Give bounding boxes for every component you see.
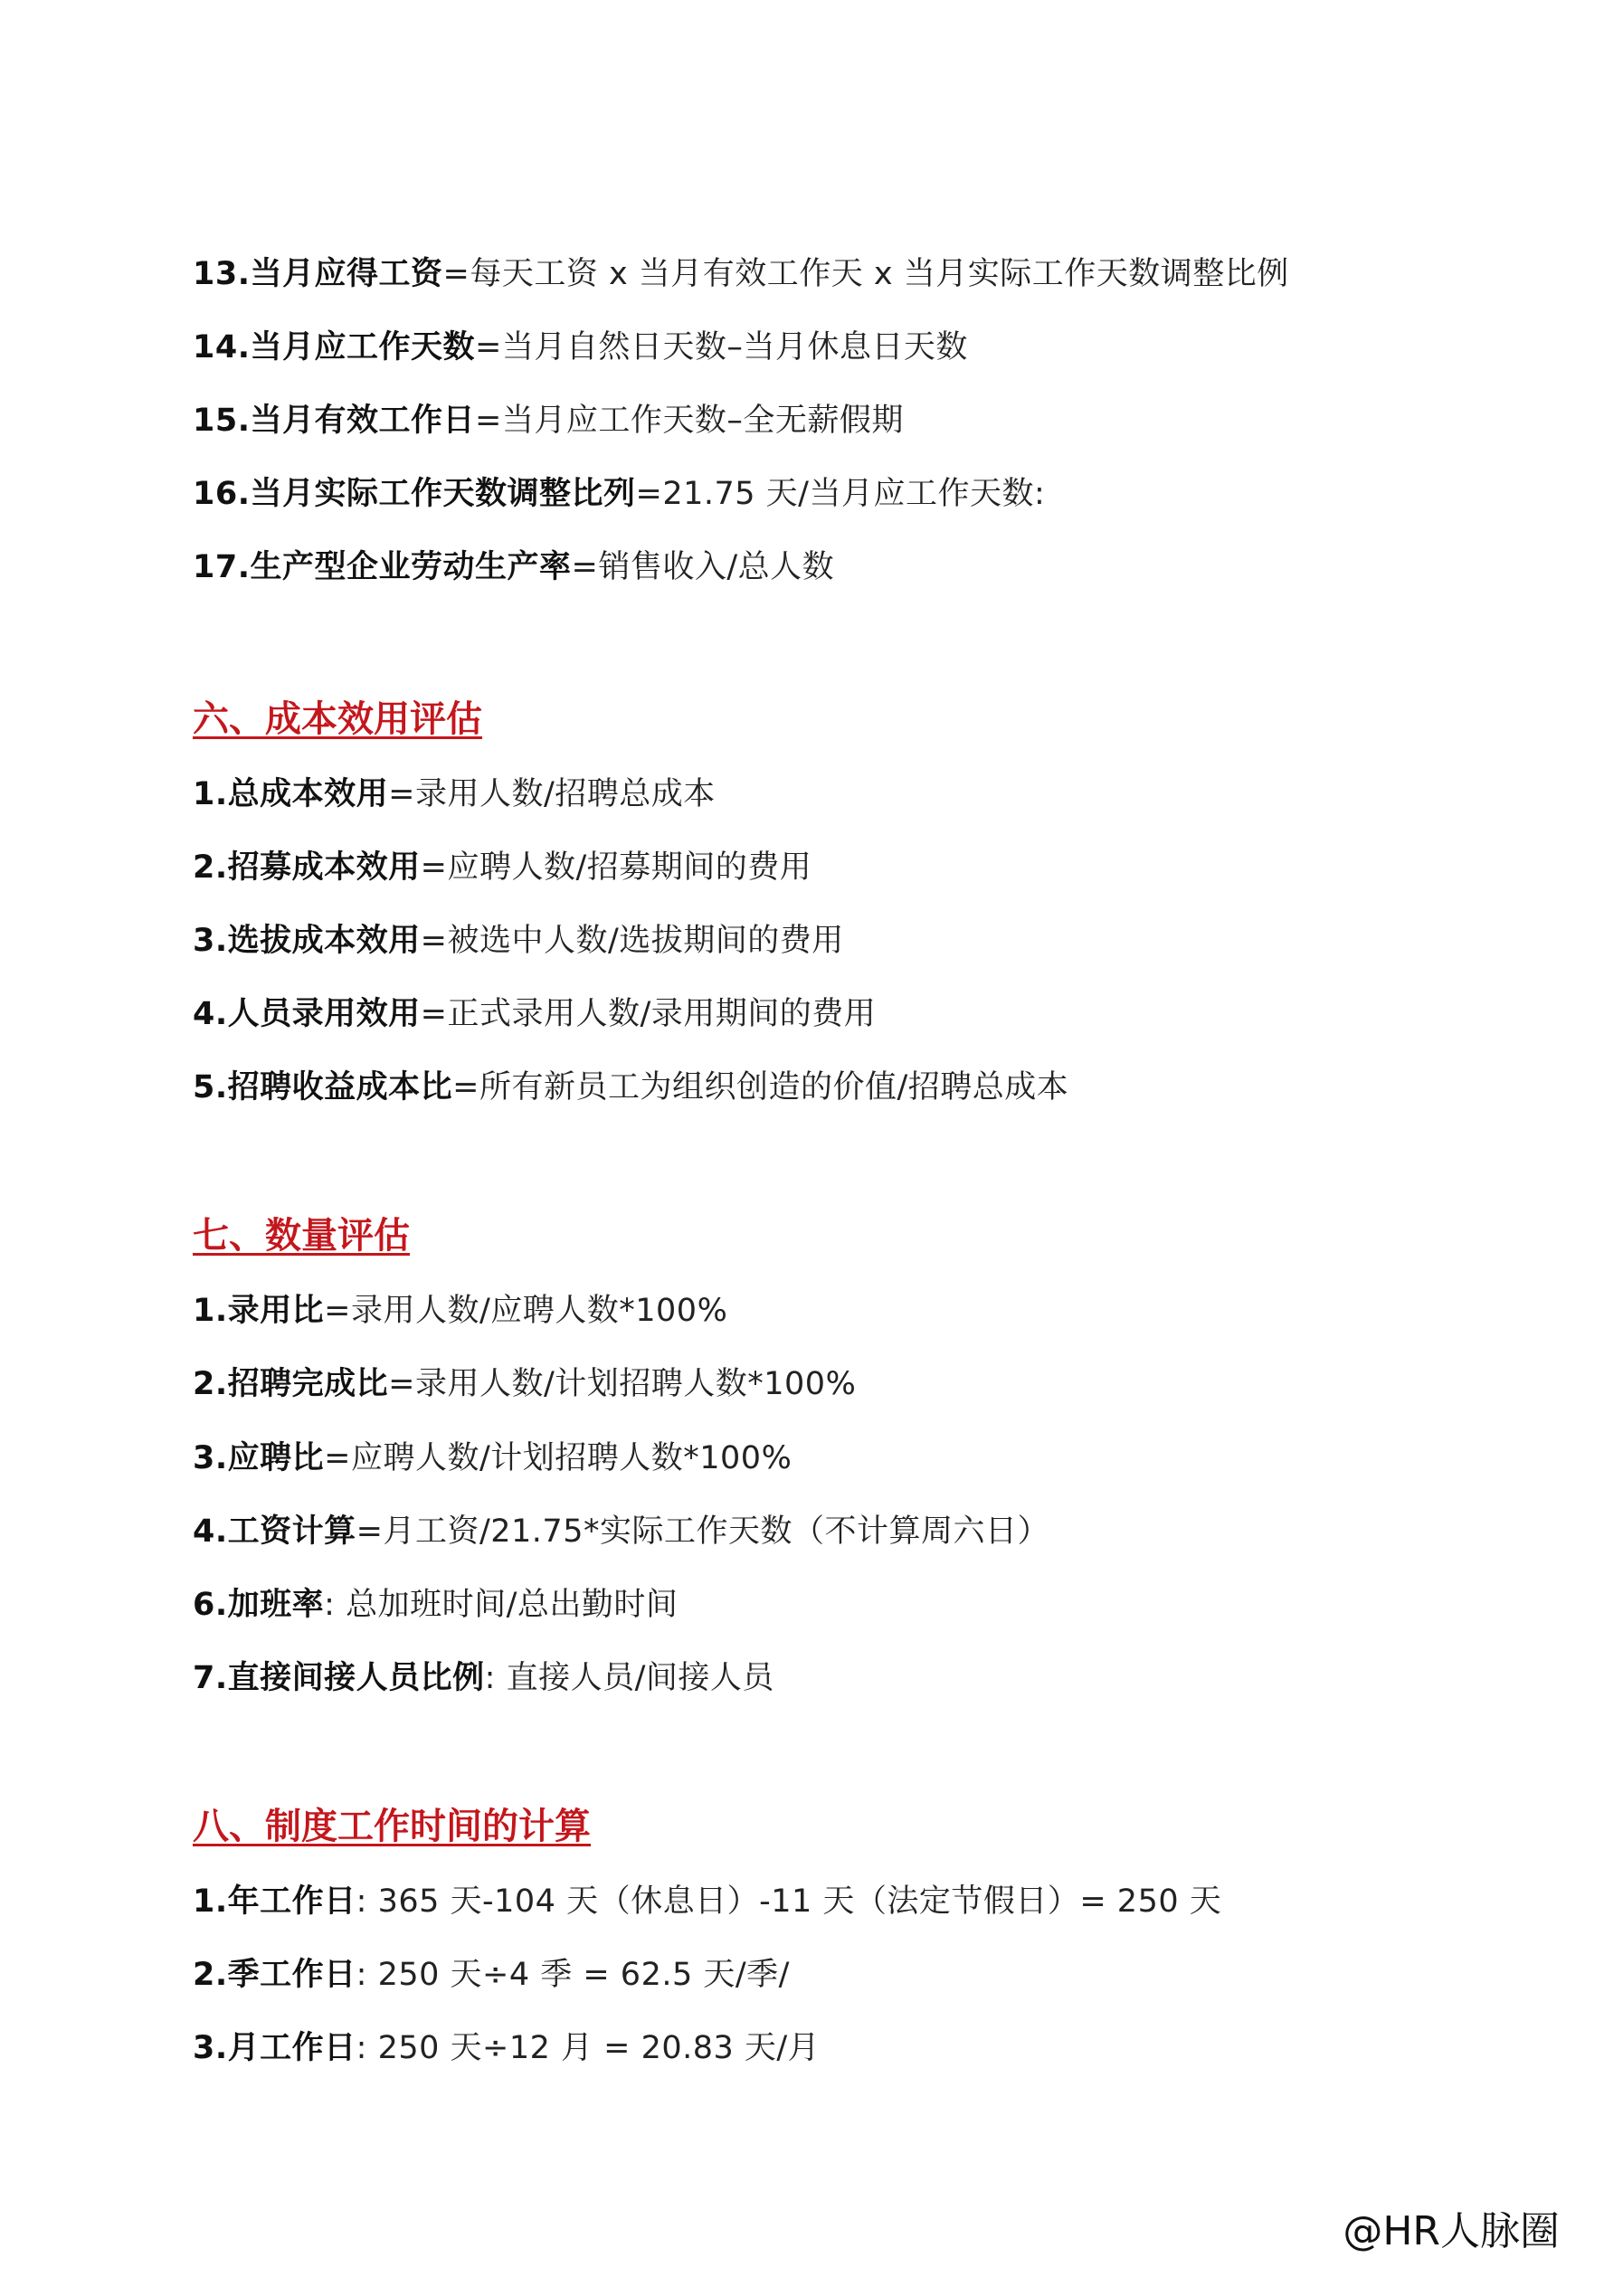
item-definition: =所有新员工为组织创造的价值/招聘总成本: [452, 1069, 1069, 1105]
item-term: 4.工资计算: [193, 1513, 356, 1550]
item-term: 2.招聘完成比: [193, 1366, 389, 1402]
list-item: [193, 1291, 727, 1331]
item-definition: =录用人数/招聘总成本: [388, 776, 716, 812]
item-definition: =录用人数/应聘人数*100%: [324, 1293, 728, 1329]
list-item: [193, 848, 812, 887]
item-definition: =月工资/21.75*实际工作天数（不计算周六日）: [356, 1513, 1049, 1550]
item-definition: : 250 天÷4 季 = 62.5 天/季/: [356, 1957, 790, 1993]
item-term: 2.招募成本效用: [193, 849, 421, 886]
list-item: [193, 921, 844, 961]
list-item: [193, 1585, 678, 1625]
item-term: 6.加班率: [193, 1587, 325, 1623]
list-item: [193, 774, 716, 814]
list-item: [193, 327, 968, 367]
item-definition: : 直接人员/间接人员: [484, 1660, 774, 1696]
list-item: [193, 1364, 856, 1404]
item-term: 2.季工作日: [193, 1957, 356, 1993]
item-term: 17.生产型企业劳动生产率: [193, 549, 572, 585]
list-item: [193, 1512, 1049, 1551]
item-term: 15.当月有效工作日: [193, 403, 476, 439]
item-definition: =被选中人数/选拔期间的费用: [420, 923, 844, 959]
list-item: [193, 474, 1045, 514]
list-item: [193, 547, 834, 587]
list-item: [193, 1067, 1068, 1107]
item-term: 1.总成本效用: [193, 776, 389, 812]
section-heading-quantity: 七、数量评估: [193, 1215, 410, 1257]
list-item: [193, 1955, 790, 1995]
item-term: 14.当月应工作天数: [193, 329, 476, 365]
item-term: 16.当月实际工作天数调整比列: [193, 476, 636, 512]
list-item: [193, 994, 876, 1034]
list-item: [193, 401, 904, 441]
item-term: 7.直接间接人员比例: [193, 1660, 485, 1696]
list-item: [193, 1882, 1221, 1921]
item-term: 1.年工作日: [193, 1883, 356, 1920]
list-item: [193, 254, 1289, 294]
watermark: @HR人脉圈: [1343, 2208, 1560, 2254]
section-heading-cost-efficiency: 六、成本效用评估: [193, 698, 482, 740]
item-definition: =应聘人数/招募期间的费用: [420, 849, 812, 886]
item-definition: =每天工资 x 当月有效工作天 x 当月实际工作天数调整比例: [442, 256, 1289, 292]
item-term: 13.当月应得工资: [193, 256, 443, 292]
list-item: [193, 1658, 774, 1698]
section-heading-working-time: 八、制度工作时间的计算: [193, 1806, 591, 1847]
item-term: 5.招聘收益成本比: [193, 1069, 453, 1105]
item-term: 1.录用比: [193, 1293, 325, 1329]
list-item: [193, 2028, 820, 2068]
item-definition: =录用人数/计划招聘人数*100%: [388, 1366, 857, 1402]
item-definition: =当月应工作天数–全无薪假期: [475, 403, 904, 439]
item-term: 3.选拔成本效用: [193, 923, 421, 959]
item-definition: =当月自然日天数–当月休息日天数: [475, 329, 968, 365]
item-definition: : 250 天÷12 月 = 20.83 天/月: [356, 2030, 821, 2066]
item-term: 3.应聘比: [193, 1440, 325, 1476]
item-definition: =正式录用人数/录用期间的费用: [420, 996, 877, 1032]
item-term: 4.人员录用效用: [193, 996, 421, 1032]
item-definition: =应聘人数/计划招聘人数*100%: [324, 1440, 793, 1476]
list-item: [193, 1438, 792, 1478]
item-term: 3.月工作日: [193, 2030, 356, 2066]
item-definition: : 365 天-104 天（休息日）-11 天（法定节假日）= 250 天: [356, 1883, 1222, 1920]
item-definition: : 总加班时间/总出勤时间: [324, 1587, 679, 1623]
item-definition: =销售收入/总人数: [571, 549, 835, 585]
item-definition: =21.75 天/当月应工作天数:: [635, 476, 1046, 512]
